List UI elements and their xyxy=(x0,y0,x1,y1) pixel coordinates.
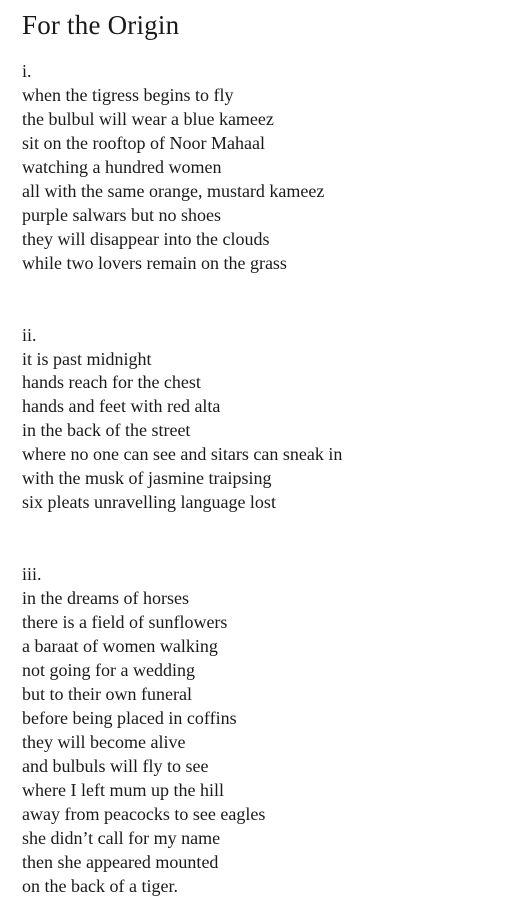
poem-line: the bulbul will wear a blue kameez xyxy=(22,108,274,129)
stanza-2 xyxy=(22,324,502,516)
stanza-numeral: iii. xyxy=(22,564,42,585)
poem-line: not going for a wedding xyxy=(22,660,195,681)
poem-line: watching a hundred women xyxy=(22,156,222,177)
poem-line: where I left mum up the hill xyxy=(22,779,224,800)
stanza-3 xyxy=(22,563,502,898)
poem-line: there is a field of sunflowers xyxy=(22,612,228,633)
poem-line: hands reach for the chest xyxy=(22,372,201,393)
poem-line: when the tigress begins to fly xyxy=(22,84,234,105)
poem-line: she didn’t call for my name xyxy=(22,827,221,848)
poem-line: all with the same orange, mustard kameez xyxy=(22,180,325,201)
stanza-numeral: ii. xyxy=(22,324,37,345)
poem-line: they will disappear into the clouds xyxy=(22,228,270,249)
poem-line: where no one can see and sitars can sneak in xyxy=(22,444,343,465)
poem-title: For the Origin xyxy=(22,10,180,40)
poem-line: but to their own funeral xyxy=(22,683,192,704)
stanza-numeral: i. xyxy=(22,61,32,81)
poem-line: they will become alive xyxy=(22,731,186,752)
stanza-1 xyxy=(22,60,502,276)
poem-line: six pleats unravelling language lost xyxy=(22,492,276,513)
poem-line: then she appeared mounted xyxy=(22,851,219,872)
poem-line: in the back of the street xyxy=(22,420,191,441)
poem-line: with the musk of jasmine traipsing xyxy=(22,468,272,489)
poem-line: it is past midnight xyxy=(22,348,152,369)
poem-line: a baraat of women walking xyxy=(22,636,218,657)
poem-line: away from peacocks to see eagles xyxy=(22,803,266,824)
poem-line: sit on the rooftop of Noor Mahaal xyxy=(22,132,265,153)
poem-page xyxy=(22,8,502,899)
poem-line: hands and feet with red alta xyxy=(22,396,221,417)
poem-line: on the back of a tiger. xyxy=(22,875,178,896)
poem-line: purple salwars but no shoes xyxy=(22,204,221,225)
poem-line: and bulbuls will fly to see xyxy=(22,755,209,776)
poem-line: while two lovers remain on the grass xyxy=(22,252,287,273)
poem-line: before being placed in coffins xyxy=(22,707,237,728)
poem-line: in the dreams of horses xyxy=(22,588,189,609)
